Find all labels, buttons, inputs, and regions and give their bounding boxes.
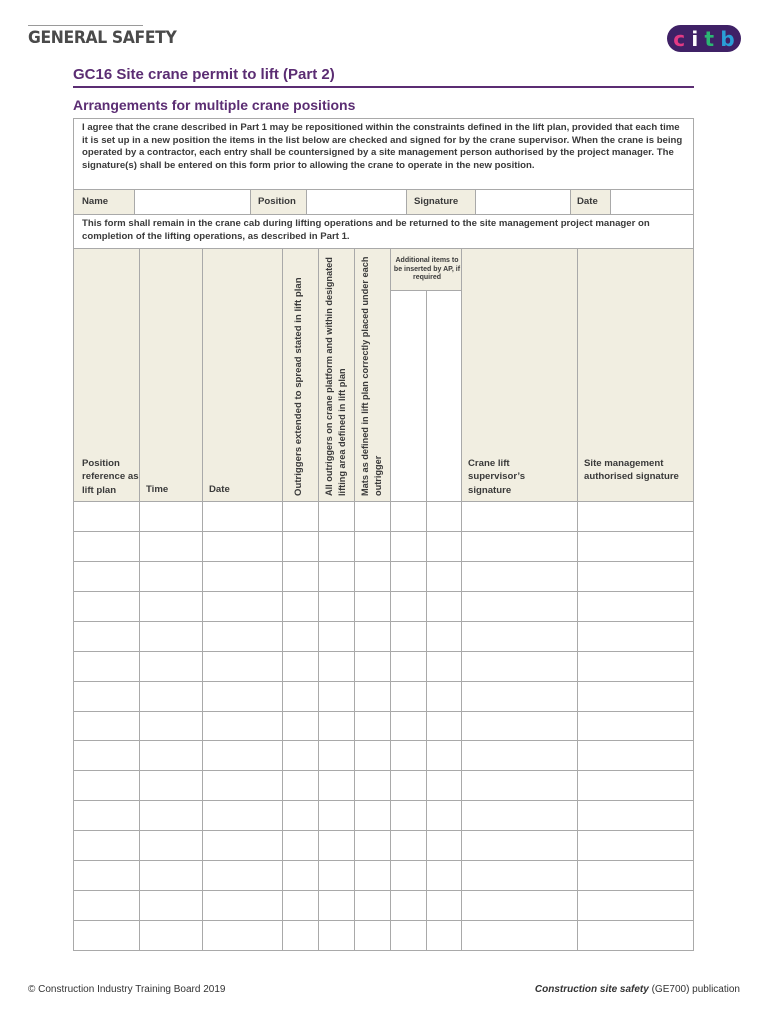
notice-text: This form shall remain in the crane cab during lifting operations and be returned to the site management project manager on completion of the lifting operations, as described in Part 1. [82,218,650,242]
col-date: Date [209,484,230,495]
table-row[interactable] [74,622,693,652]
logo-letter-b: b [720,26,735,51]
logo-letter-t: t [704,26,715,51]
intro-text: I agree that the crane described in Part 1 may be repositioned within the constraints defined in the lift plan, provided that each time it is set up in a new position the items in the list below are checked and signed for by the crane supervisor. When the crane is being operated by a contractor, each entry shall be countersigned by a site management person authorised by the project manager. The signature(s) shall be entered on this form prior to allowing the crane to operate in the new position. [82,122,683,171]
table-row[interactable] [74,682,693,712]
divider [610,190,611,214]
brand-rule [28,25,143,26]
name-label: Name [82,196,109,207]
date-field[interactable] [611,190,693,214]
publication-suffix: (GE700) publication [648,984,740,995]
table-row[interactable] [74,741,693,771]
publication-title: Construction site safety [534,984,649,995]
copyright-notice: © Construction Industry Training Board 2019 [28,984,226,995]
col-additional-items: Additional items to be inserted by AP, if required [393,257,461,282]
logo-letter-c: c [673,26,686,51]
col-time: Time [146,484,169,495]
table-row[interactable] [74,891,693,921]
additional-item-1-header [391,291,426,501]
position-label: Position [258,196,296,207]
permit-form [73,118,694,951]
name-field[interactable] [135,190,250,214]
table-row[interactable] [74,502,693,532]
table-row[interactable] [74,861,693,891]
citb-logo [667,25,741,52]
table-row[interactable] [74,652,693,682]
divider [74,214,693,215]
col-crane-lift-supervisor: Crane lift supervisor’s signature [468,458,526,496]
col-position-reference: Position reference as lift plan [82,458,139,496]
divider [570,190,571,214]
additional-item-2-header [426,291,461,501]
table-row[interactable] [74,771,693,801]
publication-credit [535,984,740,995]
table-row[interactable] [74,921,693,951]
divider [250,190,251,214]
title-rule [73,86,694,88]
date-label: Date [577,196,598,207]
logo-letter-i: i [691,26,699,51]
table-row[interactable] [74,712,693,742]
table-row[interactable] [74,592,693,622]
divider [306,190,307,214]
brand-title: GENERAL SAFETY [28,28,177,48]
table-row[interactable] [74,801,693,831]
divider [134,190,135,214]
divider [475,190,476,214]
table-row[interactable] [74,532,693,562]
page-title: GC16 Site crane permit to lift (Part 2) [73,66,335,83]
signature-field[interactable] [476,190,570,214]
position-field[interactable] [307,190,406,214]
col-site-management: Site management authorised signature [584,458,679,483]
divider [406,190,407,214]
col-all-outriggers: All outriggers on crane platform and within designated lifting area defined in lift plan [324,257,347,496]
table-row[interactable] [74,831,693,861]
signature-label: Signature [414,196,459,207]
table-row[interactable] [74,562,693,592]
section-subtitle: Arrangements for multiple crane positions [73,97,356,113]
col-outriggers-extended: Outriggers extended to spread stated in lift plan [293,277,304,496]
col-mats-placed: Mats as defined in lift plan correctly placed under each outrigger [360,256,383,496]
